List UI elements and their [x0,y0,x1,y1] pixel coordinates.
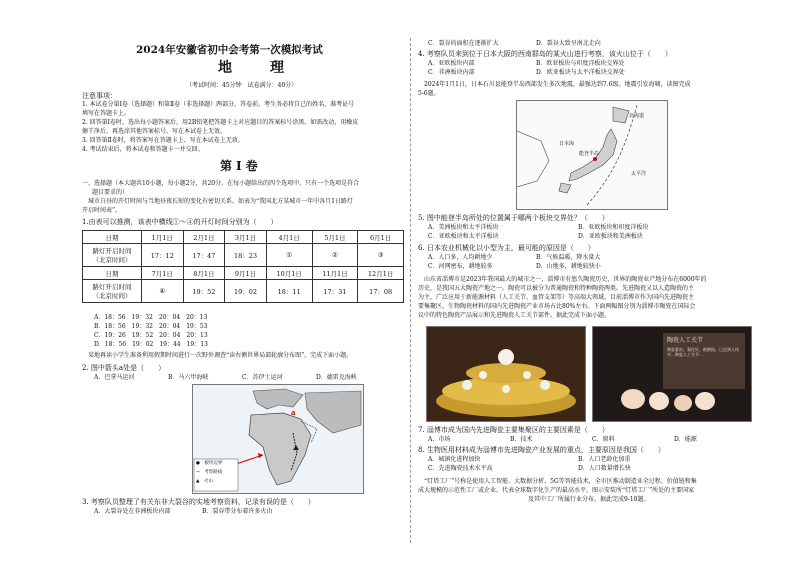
stem-text: 议中的特色陶瓷产品展示和先进陶瓷人工关节部件。据此完成下面小题。 [418,312,611,319]
map-label: 太平洋 [631,171,647,177]
answer-option: D．亚欧板块和美洲板块 [578,233,643,240]
table-row [83,280,404,303]
table-cell: 17：31 [312,280,358,303]
table-cell: 6月1日 [358,231,404,244]
ceramic-display-graphic [427,327,585,421]
answer-option: C．裂谷的面积在逐渐扩大 [428,40,499,47]
table-cell: 9月1日 [225,267,267,280]
ceramic-display-photo [426,326,586,422]
question-8: 8. 生物医用材料成为淄博市先进陶瓷产业发展的重点，主要原因是我国（ ） [418,446,665,454]
column-divider [410,38,411,543]
section-intro: 一、选择题（本大题共10小题，每小题2分，共20分。在每小题给出的四个选项中，只有一个选项是符合 [82,180,360,187]
stem-text: 山东省淄博市是2023年我国最大的城市之一，淄博市有悠久陶瓷历史，世界的陶瓷业产地分布在6000年的 [418,276,707,283]
notice-line: 擦干净后，再选涂其他答案标号。写在本试卷上无效。 [82,128,227,135]
answer-option: A．大裂谷处在非洲板块内部 [94,508,171,515]
table-cell: 日期 [83,231,142,244]
stem-text: 要集聚区，生物陶瓷材料的国内先进陶瓷产业市场占比80%左右。下面两幅图分别为淄博市陶瓷在国际会 [418,303,696,310]
answer-option: D．德雷克海峡 [316,374,357,381]
subject-title: 地 理 [218,60,296,76]
question-7: 7. 淄博市成为国内先进陶瓷主要集聚区的主要因素是（ ） [418,426,609,434]
table-cell: 19：02 [225,280,267,303]
stem-text: 及其中工厂所属行业分布。据此完成9-10题。 [528,496,650,503]
table-row [83,244,404,267]
photo-caption-title: 陶瓷人工关节 [667,337,704,344]
table-cell: 19：52 [183,280,225,303]
stem-text: 为主，广泛应用于新能源材料（人工关节、血管支架等）等高端大领域。目前淄博市作为国内先进陶瓷主 [418,294,695,301]
table-cell: 1月1日 [142,231,184,244]
question-4: 4. 考察队员来到位于日本大阪的西南群岛的某火山进行考察，该火山位于（ ） [418,50,672,58]
answer-option: C．非洲板块内部 [428,69,475,76]
japan-map-figure [516,100,668,210]
notice-line: 填写在答题卡上。 [82,110,131,117]
stem-text: 2024年1月1日，日本石川县能登半岛西部发生多次地震，最强达到7.6级。地震引发海啸，读图完成 [418,81,691,88]
map-legend-item: ▲ 火山 [196,479,213,484]
answer-option: C．19：26 19：52 20：04 20：13 [94,332,208,339]
answer-option: A．18：56 19：32 20：04 20：13 [94,314,208,321]
question-3: 3. 考察队员整理了有关东非大裂谷的实地考察资料，记录有误的是（ ） [82,498,315,506]
left-column [82,0,404,562]
map-label: 北海道 [629,113,645,119]
stem-text: 5-6题。 [418,90,440,97]
question-2: 2. 图中箭头a处是（ ） [82,364,166,372]
section-intro: 题目要求的） [92,189,129,196]
ceramic-joint-photo [592,326,752,422]
answer-option: C．苏伊士运河 [242,374,283,381]
notice-heading: 注意事项： [82,92,117,100]
answer-option: D．人口数量增长快 [578,465,631,472]
table-cell: 2月1日 [183,231,225,244]
answer-option: D．能源 [674,436,697,443]
answer-option: A．美洲板块和太平洋板块 [428,224,499,231]
table-cell: 8月1日 [183,267,225,280]
notice-line: 2. 回答第Ⅰ卷时，选出每小题答案后，用2B铅笔把答题卡上对应题目的答案标号涂黑。如需改动，用橡皮 [82,119,359,126]
stem-text: “灯塔工厂”号称是使用人工智能、大数据分析、5G等智能技术，全市区推动制造业全过程、价值链和集 [418,478,697,485]
answer-option: B．亚欧板块和印度洋板块 [578,224,649,231]
photo-caption-text: 陶瓷素材。强化好，耐磨损，已达到人体对…陶瓷人工关节… [667,347,739,357]
answer-option: D．山地多，耕地较快小 [536,263,601,270]
question-5: 5. 图中能登半岛所处的位置属于哪两个板块交界处？（ ） [418,214,609,222]
answer-option: B．气候温暖，降水量大 [536,254,601,261]
answer-option: C．先进陶瓷技术水平高 [428,465,493,472]
table-cell: ① [266,244,312,267]
answer-option: C．河网密布，耕地较多 [428,263,493,270]
epicenter-icon [593,157,597,161]
table-cell: 日期 [83,267,142,280]
answer-option: B．18：56 19：32 20：04 19：53 [94,323,208,330]
answer-option: A．人口多，人均耕地少 [428,254,493,261]
table-cell: 17：08 [358,280,404,303]
table-cell: ④ [142,280,184,303]
question-1: 1.由表可以推测，该表中横线①～④的开灯时间分别为（ ） [82,218,278,226]
answer-option: A．城镇化进程加快 [428,456,481,463]
table-cell: 11月1日 [312,267,358,280]
table-cell: 7月1日 [142,267,184,280]
stem-text: 城市白昼的开灯时间与当地昼夜长短的变化有密切关系。如表为“我国北方某城市一年中各月1日路灯 [82,198,353,205]
map-legend-item: → 考察路线 [196,470,223,475]
world-map-figure [192,384,364,494]
answer-option: B．马六甲海峡 [168,374,209,381]
table-cell: 3月1日 [225,231,267,244]
table-cell: 18：23 [225,244,267,267]
table-cell: ② [312,244,358,267]
stem-text: 成大规模的示范性工厂或企业。代表全球数字化生产的最高水平。图示安装所“灯塔工厂”所处的主要国家 [418,487,695,494]
stem-text: 历史，是我国五大陶瓷产地之一。陶瓷可以被分为普通陶瓷和特种陶瓷两类。先进陶瓷又以人造陶瓷的主 [418,285,695,292]
answer-option: A．巴拿马运河 [94,374,135,381]
map-label: 能登半岛 [579,151,600,157]
exam-info: （考试时间：45分钟 试卷满分：40分） [186,82,298,89]
answer-option: B．人口老龄化加重 [578,456,631,463]
table-cell: 12月1日 [358,267,404,280]
answer-option: C．亚欧板块和太平洋板块 [428,233,499,240]
notice-line: 1. 本试卷分第Ⅰ卷（选择题）和第Ⅱ卷（非选择题）两部分。答卷前，考生务必将自己的姓名、准考证号 [82,101,355,108]
answer-option: A．市场 [428,436,451,443]
stem-text: 开启时间表”。 [82,207,122,214]
table-cell: 17：47 [183,244,225,267]
right-column [418,0,756,562]
question-6: 6. 日本农业机械化以小型为主，最可能的原因是（ ） [418,244,595,252]
answer-option: A．亚欧板块内部 [428,60,475,67]
notice-line: 4. 考试结束后，将本试卷和答题卡一并交回。 [82,146,204,153]
table-cell: 17：12 [142,244,184,267]
table-cell: 18：11 [266,280,312,303]
streetlight-table [82,230,404,303]
table-cell: 10月1日 [266,267,312,280]
map-label-a: a [291,408,296,417]
table-cell: 路灯开启时间 （北京时间） [83,280,142,303]
stem-text: 某地再读小学生准备利用假期时间进行一次野外调查“读右侧世界局部轮廓分布图”，完成下面小题。 [82,352,353,359]
table-cell: ③ [358,244,404,267]
table-cell: 5月1日 [312,231,358,244]
answer-option: D．欧亚板块与太平洋板块交界处 [536,69,625,76]
answer-option: C．原料 [592,436,615,443]
table-row [83,231,404,244]
table-cell: 路灯开启时间 （北京时间） [83,244,142,267]
exam-title: 2024年安徽省初中会考第一次模拟考试 [136,44,323,56]
notice-line: 3. 回答第Ⅱ卷时，将答案写在答题卡上。写在本试卷上无效。 [82,137,244,144]
answer-option: B．裂谷带分布着许多火山 [202,508,273,515]
map-label: 日本海 [559,141,575,147]
answer-option: D．18：56 19：02 19：44 19：13 [94,341,208,348]
answer-option: D．裂谷大致呈南北走向 [536,40,601,47]
part1-heading: 第Ⅰ卷 [220,159,262,173]
map-legend-item: ● 板块边界 [196,461,223,466]
answer-option: B．欧亚板块与印度洋板块交界处 [536,60,625,67]
table-cell: 4月1日 [266,231,312,244]
answer-option: B．技术 [510,436,533,443]
table-row [83,267,404,280]
world-map-graphic [193,385,363,493]
